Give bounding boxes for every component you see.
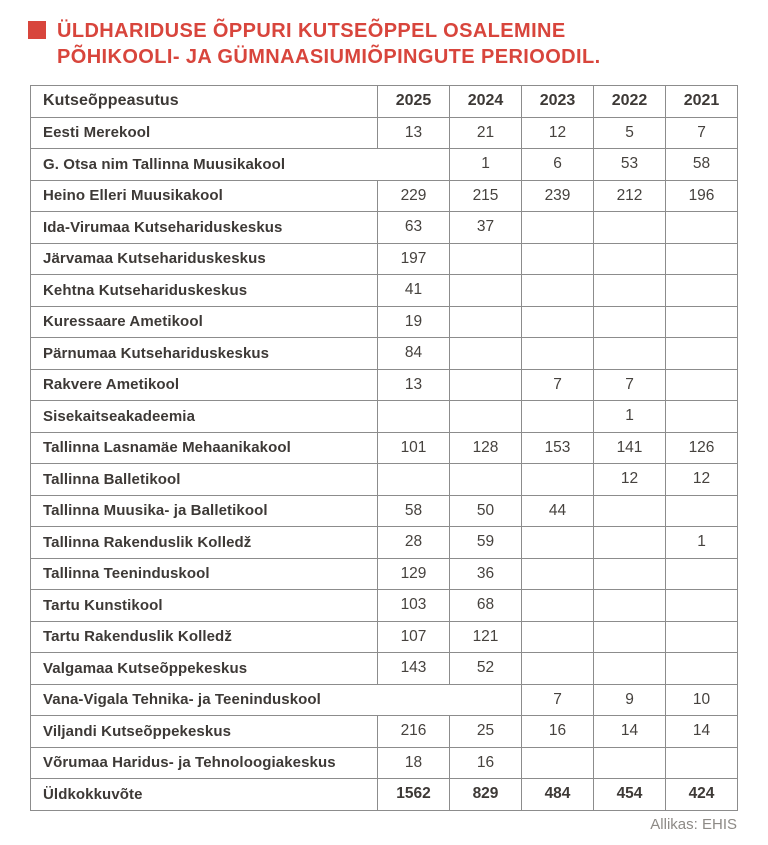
value-cell: [522, 401, 594, 433]
value-cell: [666, 495, 738, 527]
value-cell: 196: [666, 180, 738, 212]
table-row: [31, 306, 738, 338]
value-cell: [450, 275, 522, 307]
value-cell: [666, 212, 738, 244]
school-name-cell: Tartu Rakenduslik Kolledž: [31, 621, 378, 653]
value-cell: [522, 338, 594, 370]
table-row: [31, 432, 738, 464]
value-cell: 141: [594, 432, 666, 464]
value-cell: [450, 464, 522, 496]
value-cell: 68: [450, 590, 522, 622]
school-name-cell: Järvamaa Kutsehariduskeskus: [31, 243, 378, 275]
school-name-cell: Tallinna Rakenduslik Kolledž: [31, 527, 378, 559]
value-cell: 197: [378, 243, 450, 275]
value-cell: [450, 243, 522, 275]
value-cell: 229: [378, 180, 450, 212]
value-cell: 10: [666, 684, 738, 716]
value-cell: 16: [450, 747, 522, 779]
value-cell: [522, 243, 594, 275]
value-cell: 454: [594, 779, 666, 811]
value-cell: [594, 306, 666, 338]
value-cell: 13: [378, 117, 450, 149]
value-cell: [522, 747, 594, 779]
school-name-cell: Rakvere Ametikool: [31, 369, 378, 401]
value-cell: 9: [594, 684, 666, 716]
value-cell: [522, 527, 594, 559]
header-institution: Kutseõppeasutus: [31, 86, 378, 118]
value-cell: 13: [378, 369, 450, 401]
value-cell: [522, 621, 594, 653]
total-label-cell: Üldkokkuvõte: [31, 779, 378, 811]
value-cell: 239: [522, 180, 594, 212]
value-cell: 18: [378, 747, 450, 779]
value-cell: [594, 558, 666, 590]
value-cell: 216: [378, 716, 450, 748]
value-cell: [666, 590, 738, 622]
value-cell: [522, 590, 594, 622]
table-row: [31, 369, 738, 401]
school-name-cell: Tallinna Balletikool: [31, 464, 378, 496]
table-row: [31, 558, 738, 590]
value-cell: 12: [666, 464, 738, 496]
value-cell: [522, 558, 594, 590]
school-name-cell: G. Otsa nim Tallinna Muusikakool: [31, 149, 450, 181]
value-cell: 84: [378, 338, 450, 370]
value-cell: [378, 401, 450, 433]
value-cell: [666, 369, 738, 401]
value-cell: 63: [378, 212, 450, 244]
table-row: [31, 590, 738, 622]
value-cell: 14: [666, 716, 738, 748]
value-cell: [594, 747, 666, 779]
value-cell: 12: [522, 117, 594, 149]
table-row: [31, 149, 738, 181]
value-cell: 143: [378, 653, 450, 685]
value-cell: 215: [450, 180, 522, 212]
header-year-2024: 2024: [450, 86, 522, 118]
value-cell: [594, 653, 666, 685]
value-cell: 129: [378, 558, 450, 590]
total-row: [31, 779, 738, 811]
value-cell: 21: [450, 117, 522, 149]
value-cell: 58: [666, 149, 738, 181]
value-cell: 829: [450, 779, 522, 811]
table-row: [31, 621, 738, 653]
value-cell: 36: [450, 558, 522, 590]
value-cell: 41: [378, 275, 450, 307]
school-name-cell: Heino Elleri Muusikakool: [31, 180, 378, 212]
table-row: [31, 464, 738, 496]
value-cell: [522, 306, 594, 338]
table-row: [31, 180, 738, 212]
value-cell: [522, 275, 594, 307]
header-row: [31, 86, 738, 118]
value-cell: [522, 464, 594, 496]
value-cell: 126: [666, 432, 738, 464]
school-name-cell: Valgamaa Kutseõppekeskus: [31, 653, 378, 685]
value-cell: [666, 401, 738, 433]
table-row: [31, 527, 738, 559]
value-cell: 212: [594, 180, 666, 212]
value-cell: 16: [522, 716, 594, 748]
value-cell: 50: [450, 495, 522, 527]
value-cell: 107: [378, 621, 450, 653]
table-row: [31, 275, 738, 307]
source-credit: Allikas: EHIS: [650, 816, 737, 833]
school-name-cell: Kuressaare Ametikool: [31, 306, 378, 338]
school-name-cell: Ida-Virumaa Kutsehariduskeskus: [31, 212, 378, 244]
value-cell: [666, 747, 738, 779]
value-cell: [450, 401, 522, 433]
value-cell: [594, 243, 666, 275]
school-name-cell: Tartu Kunstikool: [31, 590, 378, 622]
value-cell: [522, 653, 594, 685]
participation-table: [30, 85, 738, 811]
school-name-cell: Kehtna Kutsehariduskeskus: [31, 275, 378, 307]
value-cell: 103: [378, 590, 450, 622]
value-cell: 5: [594, 117, 666, 149]
value-cell: 7: [594, 369, 666, 401]
table-row: [31, 243, 738, 275]
header-year-2021: 2021: [666, 86, 738, 118]
school-name-cell: Võrumaa Haridus- ja Tehnoloogiakeskus: [31, 747, 378, 779]
table-row: [31, 495, 738, 527]
header-year-2023: 2023: [522, 86, 594, 118]
value-cell: [666, 275, 738, 307]
table-row: [31, 684, 738, 716]
table-row: [31, 653, 738, 685]
value-cell: 7: [666, 117, 738, 149]
school-name-cell: Vana-Vigala Tehnika- ja Teeninduskool: [31, 684, 522, 716]
page-title-line1: ÜLDHARIDUSE ÕPPURI KUTSEÕPPEL OSALEMINE: [57, 20, 566, 42]
title-block: [28, 18, 601, 70]
value-cell: 52: [450, 653, 522, 685]
value-cell: 7: [522, 684, 594, 716]
value-cell: 1562: [378, 779, 450, 811]
value-cell: [594, 621, 666, 653]
value-cell: 14: [594, 716, 666, 748]
value-cell: 7: [522, 369, 594, 401]
value-cell: [594, 212, 666, 244]
value-cell: [450, 306, 522, 338]
value-cell: 37: [450, 212, 522, 244]
value-cell: 28: [378, 527, 450, 559]
value-cell: [666, 558, 738, 590]
value-cell: 58: [378, 495, 450, 527]
value-cell: [378, 464, 450, 496]
school-name-cell: Tallinna Teeninduskool: [31, 558, 378, 590]
table-header: [31, 86, 738, 118]
value-cell: [594, 275, 666, 307]
value-cell: 44: [522, 495, 594, 527]
school-name-cell: Tallinna Lasnamäe Mehaanikakool: [31, 432, 378, 464]
header-year-2022: 2022: [594, 86, 666, 118]
table-row: [31, 716, 738, 748]
table-body: [31, 117, 738, 810]
value-cell: [666, 338, 738, 370]
school-name-cell: Viljandi Kutseõppekeskus: [31, 716, 378, 748]
value-cell: [666, 621, 738, 653]
value-cell: 128: [450, 432, 522, 464]
value-cell: 25: [450, 716, 522, 748]
value-cell: [450, 338, 522, 370]
school-name-cell: Sisekaitseakadeemia: [31, 401, 378, 433]
value-cell: 153: [522, 432, 594, 464]
table-row: [31, 401, 738, 433]
value-cell: 1: [594, 401, 666, 433]
table-row: [31, 212, 738, 244]
school-name-cell: Tallinna Muusika- ja Balletikool: [31, 495, 378, 527]
value-cell: 6: [522, 149, 594, 181]
value-cell: [594, 590, 666, 622]
header-year-2025: 2025: [378, 86, 450, 118]
value-cell: [666, 653, 738, 685]
value-cell: 1: [666, 527, 738, 559]
value-cell: [450, 369, 522, 401]
table-row: [31, 747, 738, 779]
table-row: [31, 117, 738, 149]
value-cell: [594, 338, 666, 370]
page-title: [57, 18, 601, 70]
title-bullet-square-icon: [28, 21, 46, 39]
value-cell: 484: [522, 779, 594, 811]
school-name-cell: Pärnumaa Kutsehariduskeskus: [31, 338, 378, 370]
value-cell: [522, 212, 594, 244]
school-name-cell: Eesti Merekool: [31, 117, 378, 149]
value-cell: [594, 527, 666, 559]
value-cell: 19: [378, 306, 450, 338]
value-cell: [666, 306, 738, 338]
value-cell: 121: [450, 621, 522, 653]
value-cell: 59: [450, 527, 522, 559]
table-row: [31, 338, 738, 370]
page-title-line2: PÕHIKOOLI- JA GÜMNAASIUMIÕPINGUTE PERIOODIL.: [57, 46, 601, 68]
value-cell: [594, 495, 666, 527]
value-cell: 1: [450, 149, 522, 181]
value-cell: 424: [666, 779, 738, 811]
value-cell: 12: [594, 464, 666, 496]
value-cell: 101: [378, 432, 450, 464]
value-cell: 53: [594, 149, 666, 181]
value-cell: [666, 243, 738, 275]
